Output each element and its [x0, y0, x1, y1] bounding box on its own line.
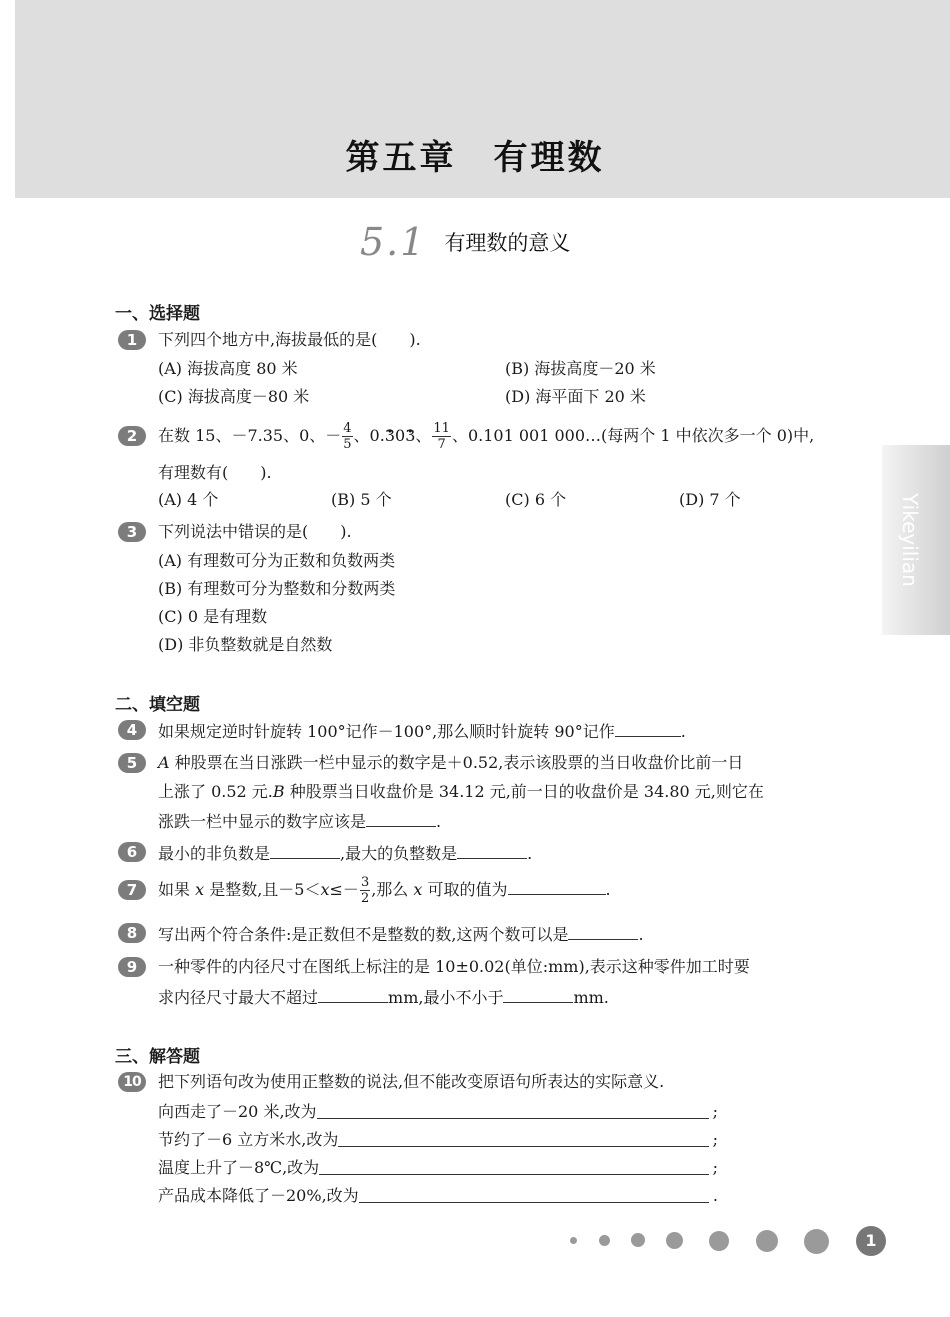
answer-end: ;	[712, 1102, 718, 1121]
stem-text: 求内径尺寸最大不超过	[158, 988, 319, 1007]
fraction	[342, 421, 352, 452]
numerator: 4	[343, 421, 352, 436]
option-c: (C) 0 是有理数	[158, 607, 268, 626]
footer-dot	[666, 1232, 683, 1249]
footer-dot	[756, 1230, 778, 1252]
answer-line-1	[158, 1102, 718, 1122]
stem-text: 写出两个符合条件:是正数但不是整数的数,这两个数可以是	[158, 925, 569, 944]
option-d: (D) 非负整数就是自然数	[158, 635, 333, 654]
question-stem	[158, 842, 532, 864]
option-a: (A) 4 个	[158, 490, 219, 509]
denominator: 2	[360, 891, 370, 906]
option-d: (D) 海平面下 20 米	[505, 387, 646, 406]
variable-x: x	[195, 880, 205, 899]
question-stem: 把下列语句改为使用正整数的说法,但不能改变原语句所表达的实际意义.	[158, 1072, 665, 1091]
group-heading-fill: 二、填空题	[115, 695, 200, 715]
variable-x: x	[320, 880, 330, 899]
option-a: (A) 有理数可分为正数和负数两类	[158, 551, 396, 570]
answer-line-2	[158, 1130, 718, 1150]
repeating-digit: · 3	[405, 426, 415, 445]
option-c: (C) 海拔高度－80 米	[158, 387, 310, 406]
footer-dot	[570, 1237, 577, 1244]
question-stem	[158, 418, 814, 454]
stem-text: 上涨了 0.52 元.	[158, 782, 273, 801]
question-stem: 下列说法中错误的是( ).	[158, 522, 352, 541]
side-tab	[882, 445, 950, 635]
stem-end: .	[436, 812, 442, 831]
repeating-digit: · 3	[385, 426, 395, 445]
footer-dots	[560, 1226, 890, 1256]
answer-end: ;	[712, 1130, 718, 1149]
stem-text: ,最大的负整数是	[340, 844, 458, 863]
variable-x: x	[413, 880, 423, 899]
question-stem-line2: 有理数有( ).	[158, 463, 272, 482]
answer-blank[interactable]	[457, 842, 527, 859]
question-number: 5	[118, 753, 146, 773]
stem-end: .	[605, 880, 611, 899]
option-d: (D) 7 个	[679, 490, 741, 509]
numerator: 11	[433, 421, 450, 436]
answer-blank[interactable]	[568, 923, 638, 940]
stem-text: mm,最小不小于	[388, 988, 504, 1007]
answer-blank[interactable]	[318, 986, 388, 1003]
group-heading-answer: 三、解答题	[115, 1047, 200, 1067]
question-stem	[158, 923, 644, 945]
denominator: 7	[437, 437, 446, 452]
footer-dot	[804, 1229, 829, 1254]
stem-text: 涨跌一栏中显示的数字应该是	[158, 812, 367, 831]
stem-text: 最小的非负数是	[158, 844, 271, 863]
answer-prompt: 温度上升了－8℃,改为	[158, 1158, 320, 1177]
stem-text: 、0.101 001 000…(每两个 1 中依次多一个 0)中,	[451, 426, 815, 445]
stem-text: 、0.	[353, 426, 385, 445]
answer-prompt: 向西走了－20 米,改为	[158, 1102, 317, 1121]
answer-prompt: 节约了－6 立方米水,改为	[158, 1130, 339, 1149]
question-number: 7	[118, 880, 146, 900]
question-number: 4	[118, 720, 146, 740]
stem-text: 是整数,且－5＜	[204, 880, 321, 899]
question-number: 6	[118, 842, 146, 862]
stem-text: ≤－	[329, 880, 359, 899]
answer-end: .	[712, 1186, 718, 1205]
section-name: 有理数的意义	[444, 231, 571, 255]
stem-end: .	[680, 722, 686, 741]
question-number: 1	[118, 330, 146, 350]
stem-text: 如果规定逆时针旋转 100°记作－100°,那么顺时针旋转 90°记作	[158, 722, 615, 741]
answer-end: ;	[712, 1158, 718, 1177]
question-number: 10	[118, 1072, 146, 1092]
question-stem	[158, 872, 611, 908]
stem-text: 可取的值为	[422, 880, 508, 899]
option-b: (B) 有理数可分为整数和分数两类	[158, 579, 396, 598]
section-number: 5.1	[360, 220, 427, 264]
answer-blank[interactable]	[317, 1102, 709, 1119]
option-b: (B) 5 个	[331, 490, 392, 509]
variable-a: A	[158, 753, 170, 772]
fraction	[360, 875, 370, 906]
question-stem: 下列四个地方中,海拔最低的是( ).	[158, 330, 421, 349]
question-stem-line2	[158, 986, 609, 1008]
answer-blank[interactable]	[359, 1186, 709, 1203]
answer-blank[interactable]	[319, 1158, 708, 1175]
question-number: 3	[118, 522, 146, 542]
stem-end: .	[638, 925, 644, 944]
question-stem-line1: 一种零件的内径尺寸在图纸上标注的是 10±0.02(单位:mm),表示这种零件加工时要	[158, 957, 750, 976]
stem-text: mm.	[573, 988, 609, 1007]
stem-text: ,那么	[371, 880, 414, 899]
stem-text: 在数 15、－7.35、0、－	[158, 426, 342, 445]
question-stem-line3	[158, 810, 441, 832]
question-stem	[158, 720, 686, 742]
stem-text: 0	[395, 426, 406, 445]
footer-dot	[709, 1231, 729, 1251]
stem-text: 、	[415, 426, 432, 445]
answer-blank[interactable]	[615, 720, 681, 737]
fraction	[432, 421, 451, 452]
variable-b: B	[272, 782, 285, 801]
answer-prompt: 产品成本降低了－20%,改为	[158, 1186, 359, 1205]
option-b: (B) 海拔高度－20 米	[505, 359, 656, 378]
section-title	[360, 220, 570, 264]
question-number: 2	[118, 426, 146, 446]
question-stem-line1	[158, 753, 743, 773]
answer-blank[interactable]	[366, 810, 436, 827]
denominator: 5	[343, 437, 352, 452]
answer-line-3	[158, 1158, 718, 1178]
chapter-title: 第五章 有理数	[345, 138, 605, 178]
numerator: 3	[360, 875, 370, 890]
answer-blank[interactable]	[508, 878, 606, 895]
option-c: (C) 6 个	[505, 490, 567, 509]
stem-end: .	[527, 844, 533, 863]
question-number: 8	[118, 923, 146, 943]
option-a: (A) 海拔高度 80 米	[158, 359, 298, 378]
question-stem-line2	[158, 782, 764, 802]
stem-text: 如果	[158, 880, 196, 899]
group-heading-choice: 一、选择题	[115, 304, 200, 324]
answer-blank[interactable]	[338, 1130, 708, 1147]
footer-dot	[631, 1233, 645, 1247]
stem-text: 种股票当日收盘价是 34.12 元,前一日的收盘价是 34.80 元,则它在	[284, 782, 764, 801]
side-tab-label: Yikeyilian	[898, 493, 922, 587]
stem-text: 种股票在当日涨跌一栏中显示的数字是＋0.52,表示该股票的当日收盘价比前一日	[169, 753, 744, 772]
page-number: 1	[856, 1226, 886, 1256]
footer-dot	[599, 1235, 610, 1246]
answer-blank[interactable]	[503, 986, 573, 1003]
answer-blank[interactable]	[270, 842, 340, 859]
answer-line-4	[158, 1186, 718, 1206]
question-number: 9	[118, 957, 146, 977]
